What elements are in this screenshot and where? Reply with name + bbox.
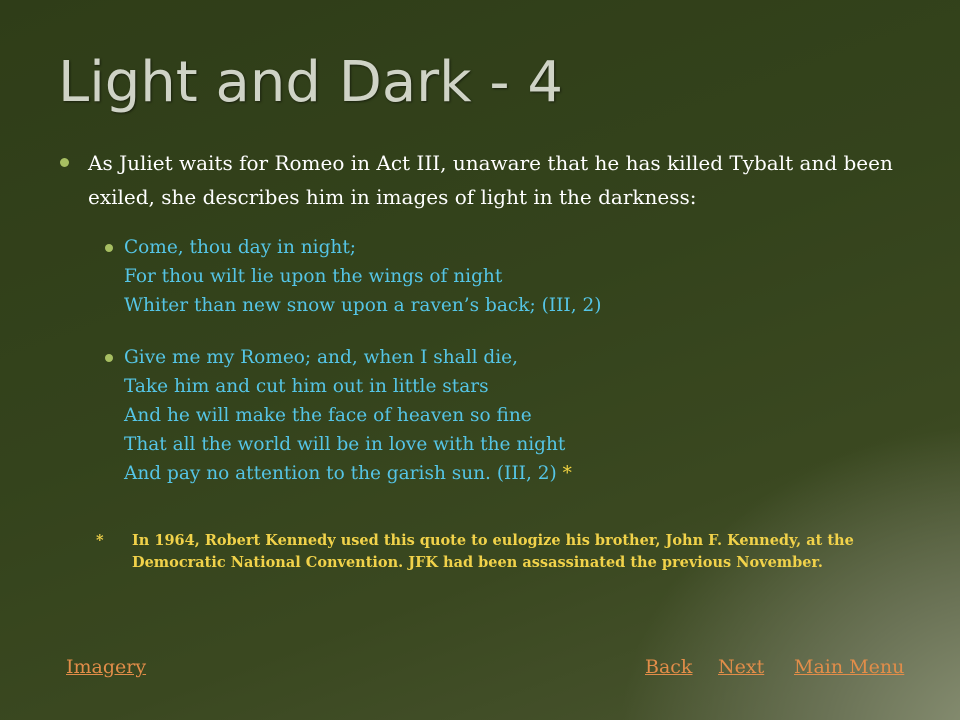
- footnote-line: In 1964, Robert Kennedy used this quote to eulogize his brother, John F. Kennedy, at the: [132, 532, 854, 549]
- quote-line: For thou wilt lie upon the wings of night: [124, 266, 503, 287]
- bullet-dot-icon: [60, 158, 69, 167]
- footnote-asterisk: *: [96, 532, 104, 549]
- bullet-dot-icon: [105, 244, 113, 252]
- back-link[interactable]: Back: [645, 656, 693, 678]
- imagery-link[interactable]: Imagery: [66, 656, 147, 678]
- footnote-line: Democratic National Convention. JFK had been assassinated the previous November.: [132, 554, 823, 571]
- bullet-dot-icon: [105, 354, 113, 362]
- quote-line-text: And pay no attention to the garish sun. (III, 2): [124, 463, 557, 484]
- quote-line: Take him and cut him out in little stars: [124, 376, 489, 397]
- footnote: [96, 530, 856, 574]
- quote-line-last: [124, 459, 905, 488]
- quote-line: That all the world will be in love with the night: [124, 434, 566, 455]
- footnote-marker: *: [556, 463, 572, 484]
- quote-2: [105, 343, 905, 488]
- quote-line: And he will make the face of heaven so fine: [124, 405, 532, 426]
- quote-1: [105, 233, 905, 320]
- slide-title: Light and Dark - 4: [58, 50, 564, 115]
- quote-line: Give me my Romeo; and, when I shall die,: [124, 347, 519, 368]
- quote-line: Whiter than new snow upon a raven’s back; (III, 2): [124, 295, 602, 316]
- quote-line: Come, thou day in night;: [124, 237, 356, 258]
- main-menu-link[interactable]: Main Menu: [794, 656, 905, 678]
- next-link[interactable]: Next: [718, 656, 765, 678]
- main-bullet: [60, 146, 920, 214]
- main-bullet-text: As Juliet waits for Romeo in Act III, unaware that he has killed Tybalt and been exiled, she describes him in images of light in the darkness:: [88, 151, 893, 209]
